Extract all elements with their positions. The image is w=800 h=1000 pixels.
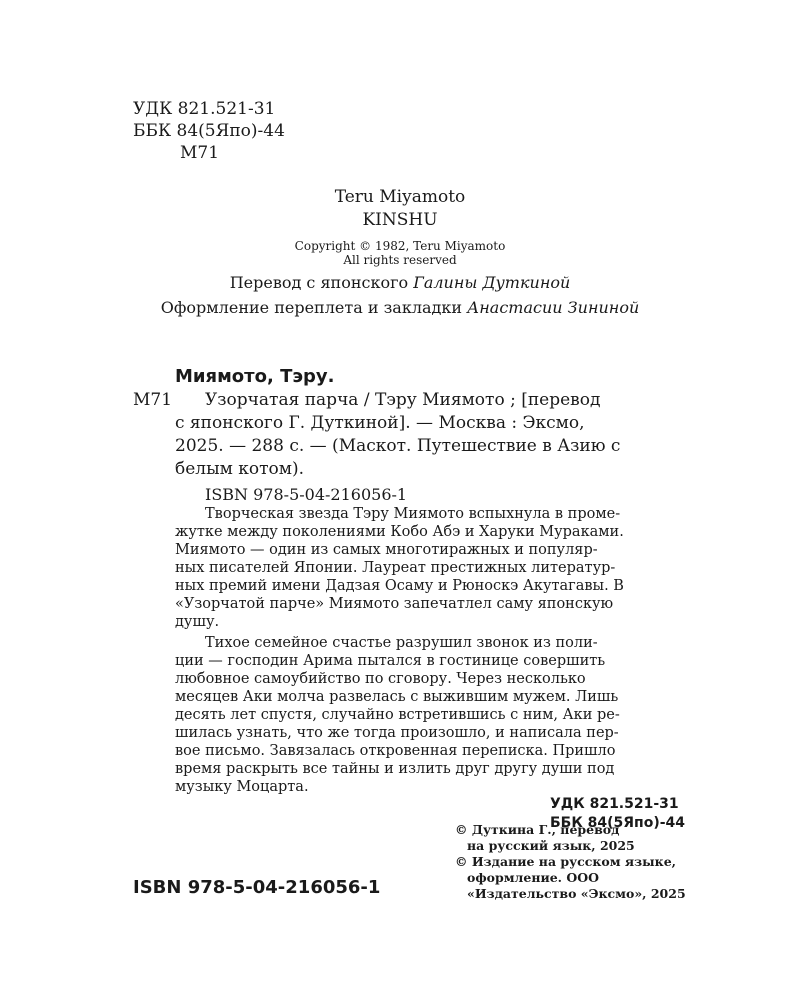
design-credit (0, 298, 800, 317)
annotation-p1-line-3: Миямото — один из самых многотиражных и популяр- (175, 542, 598, 558)
original-title: KINSHU (362, 210, 438, 230)
copyright-line: Copyright © 1982, Teru Miyamoto (294, 239, 506, 253)
udk-code-bottom: УДК 821.521-31 (550, 796, 679, 812)
isbn-footer: ISBN 978-5-04-216056-1 (133, 877, 381, 898)
annotation-p2-line-7: вое письмо. Завязалась откровенная переписка. Пришло (175, 743, 616, 759)
entry-line-1: Узорчатая парча / Тэру Миямото ; [перевод (205, 390, 601, 410)
annotation-p2-line-5: десять лет спустя, случайно встретившись с ним, Аки ре- (175, 707, 620, 723)
rights-line-4: оформление. ООО (467, 870, 600, 885)
rights-line-2: на русский язык, 2025 (467, 838, 635, 853)
rights-line-5: «Издательство «Эксмо», 2025 (467, 886, 686, 901)
entry-line-4: белым котом). (175, 459, 305, 479)
annotation-p2-line-4: месяцев Аки молча развелась с выжившим мужем. Лишь (175, 689, 619, 705)
annotation-p1-line-7: душу. (175, 614, 220, 630)
annotation-p2-line-6: шилась узнать, что же тогда произошло, и написала пер- (175, 725, 619, 741)
entry-code: М71 (133, 390, 173, 410)
annotation-p2-line-8: время раскрыть все тайны и излить друг другу души под (175, 761, 615, 777)
udk-code-top: УДК 821.521-31 (133, 99, 276, 119)
annotation-p2-line-9: музыку Моцарта. (175, 779, 309, 795)
entry-author-heading: Миямото, Тэру. (175, 366, 335, 387)
annotation-p1-line-1: Творческая звезда Тэру Миямото вспыхнула в проме- (205, 506, 621, 522)
designer-name: Анастасии Зининой (467, 298, 640, 317)
translation-credit (0, 273, 800, 292)
annotation-p1-line-4: ных писателей Японии. Лауреат престижных литератур- (175, 560, 616, 576)
translator-name: Галины Дуткиной (413, 273, 571, 292)
translation-prefix: Перевод с японского (229, 273, 414, 292)
annotation-p1-line-6: «Узорчатой парче» Миямото запечатлел саму японскую (175, 596, 614, 612)
entry-line-3: 2025. — 288 с. — (Маскот. Путешествие в Азию с (175, 436, 621, 456)
bbk-code-bottom: ББК 84(5Япо)-44 (550, 815, 686, 831)
annotation-p2-line-3: любовное самоубийство по сговору. Через несколько (175, 671, 586, 687)
author-code-top: М71 (180, 143, 220, 163)
design-prefix: Оформление переплета и закладки (160, 298, 468, 317)
bbk-code-top: ББК 84(5Япо)-44 (133, 121, 285, 141)
original-author: Teru Miyamoto (334, 187, 466, 207)
annotation-p1-line-2: жутке между поколениями Кобо Абэ и Харуки Мураками. (175, 524, 624, 540)
annotation-p2-line-2: ции — господин Арима пытался в гостинице совершить (175, 653, 606, 669)
entry-isbn: ISBN 978-5-04-216056-1 (205, 485, 408, 504)
annotation-p2-line-1: Тихое семейное счастье разрушил звонок из поли- (205, 635, 598, 651)
annotation-p1-line-5: ных премий имени Дадзая Осаму и Рюноскэ Акутагавы. В (175, 578, 624, 594)
rights-reserved: All rights reserved (343, 253, 457, 267)
entry-line-2: с японского Г. Дуткиной]. — Москва : Эксмо, (175, 413, 585, 433)
rights-line-3: © Издание на русском языке, (455, 854, 677, 869)
rights-line-1: © Дуткина Г., перевод (455, 822, 620, 837)
